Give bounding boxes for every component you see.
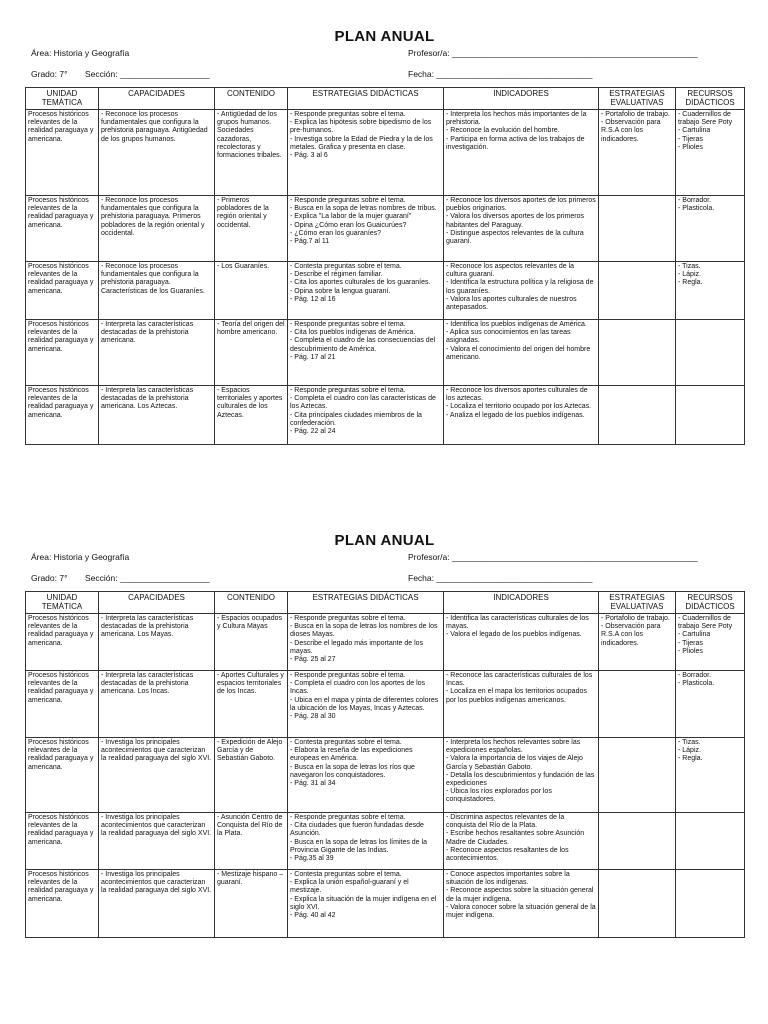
cell-line: - Borrador. (678, 672, 712, 679)
area-label: Área: Historia y Geografía (31, 552, 130, 562)
cell-evaluativas (599, 614, 676, 671)
cell-line: - Discrimina aspectos relevantes de la conquista del Río de la Plata. (446, 814, 565, 830)
cell-capacidades: - Interpreta las características destacadas de la prehistoria americana. (99, 320, 215, 386)
header-unidad: UNIDAD TEMÁTICA (26, 592, 99, 614)
cell-estrategias (288, 738, 444, 813)
meta-row-area (25, 48, 744, 62)
cell-line: - Interpreta los hechos relevantes sobre las expediciones españolas. (446, 739, 581, 755)
cell-line: - Ubica los ríos explorados por los conquistadores. (446, 788, 552, 804)
cell-capacidades: - Investiga los principales acontecimientos que caracterizan la realidad paraguaya del siglo XVI. (99, 813, 215, 870)
header-estrategias: ESTRATEGIAS DIDÁCTICAS (288, 592, 444, 614)
cell-unidad: Procesos históricos relevantes de la realidad paraguaya y americana. (26, 671, 99, 738)
cell-evaluativas (599, 870, 676, 938)
cell-line: - Responde preguntas sobre el tema. (290, 197, 406, 204)
table-row (26, 262, 745, 320)
cell-recursos (676, 813, 745, 870)
cell-recursos (676, 386, 745, 445)
cell-line: - Tijeras (678, 135, 703, 143)
teacher-label: Profesor/a: ____________________________________________________ (408, 552, 698, 562)
cell-line: - Explica las hipótesis sobre bipedismo de los pre-humanos. (290, 119, 432, 135)
cell-capacidades: - Reconoce los procesos fundamentales que configura la prehistoria paraguaya. Características de los Guaraníes. (99, 262, 215, 320)
cell-contenido: - Antigüedad de los grupos humanos. Sociedades cazadoras, recolectoras y formaciones tribales. (215, 110, 288, 196)
cell-line: - Portafolio de trabajo. (601, 615, 670, 622)
cell-line: - Reconoce aspectos sobre la situación general de la mujer indígena. (446, 887, 594, 903)
cell-contenido: - Aportes Culturales y espacios territoriales de los Incas. (215, 671, 288, 738)
cell-line: - Completa el cuadro de las consecuencias del descubrimiento de América. (290, 337, 436, 353)
cell-capacidades: - Interpreta las características destacadas de la prehistoria americana. Los Aztecas. (99, 386, 215, 445)
plan-table (25, 87, 745, 445)
cell-unidad: Procesos históricos relevantes de la realidad paraguaya y americana. (26, 738, 99, 813)
cell-contenido: - Mestizaje hispano – guaraní. (215, 870, 288, 938)
cell-indicadores (444, 262, 599, 320)
table-row (26, 738, 745, 813)
plan-table (25, 591, 745, 938)
cell-recursos (676, 870, 745, 938)
cell-line: - Valora conocer sobre la situación general de la mujer indígena. (446, 903, 596, 920)
cell-capacidades: - Reconoce los procesos fundamentales que configura la prehistoria paraguaya. Primeros pobladores de la región oriental y occidental. (99, 196, 215, 262)
cell-contenido: - Espacios territoriales y aportes culturales de los Aztecas. (215, 386, 288, 445)
page-title: PLAN ANUAL (334, 28, 435, 45)
table-row (26, 813, 745, 870)
cell-unidad: Procesos históricos relevantes de la realidad paraguaya y americana. (26, 614, 99, 671)
cell-capacidades: - Investiga los principales acontecimientos que caracterizan la realidad paraguaya del siglo XVI. (99, 738, 215, 813)
cell-line: - Localiza el territorio ocupado por los Aztecas. (446, 403, 592, 411)
cell-line: - Identifica los pueblos indígenas de América. (446, 321, 587, 328)
cell-line: - ¿Cómo eran los guaraníes? (290, 229, 382, 237)
cell-line: - Observación para R.S.A con los indicadores. (601, 119, 661, 143)
cell-estrategias (288, 671, 444, 738)
cell-line: - Borrador. (678, 197, 712, 204)
cell-line: - Completa el cuadro con las características de los Aztecas. (290, 395, 436, 411)
cell-estrategias (288, 110, 444, 196)
cell-line: - Cita los pueblos indígenas de América. (290, 329, 416, 337)
cell-recursos (676, 110, 745, 196)
cell-line: - Cartulina (678, 631, 711, 639)
header-evaluativas: ESTRATEGIAS EVALUATIVAS (599, 592, 676, 614)
cell-indicadores (444, 813, 599, 870)
cell-line: - Cuadernillos de trabajo Sere Poty (678, 615, 733, 631)
cell-line: - Pág.35 al 39 (290, 855, 334, 863)
cell-line: - Pág. 3 al 6 (290, 152, 328, 160)
cell-line: - Regla. (678, 755, 703, 763)
cell-evaluativas (599, 386, 676, 445)
cell-evaluativas (599, 196, 676, 262)
cell-estrategias (288, 196, 444, 262)
meta-row-area (25, 552, 744, 566)
cell-line: - Reconoce la evolución del hombre. (446, 127, 560, 135)
cell-line: - Cartulina (678, 127, 711, 135)
cell-contenido: - Espacios ocupados y Cultura Mayas (215, 614, 288, 671)
cell-indicadores (444, 870, 599, 938)
header-contenido: CONTENIDO (215, 88, 288, 110)
cell-line: - Responde preguntas sobre el tema. (290, 814, 406, 821)
grade-label: Grado: 7° (31, 573, 68, 583)
table-row (26, 110, 745, 196)
cell-line: - Explica la unión español-guaraní y el mestizaje. (290, 879, 409, 895)
cell-line: - Cuadernillos de trabajo Sere Poty (678, 111, 733, 127)
cell-line: - Plioles (678, 143, 703, 151)
cell-line: - Responde preguntas sobre el tema. (290, 672, 406, 679)
cell-line: - Valora los aportes culturales de nuestros antepasados. (446, 295, 577, 312)
cell-contenido: - Expedición de Alejo García y de Sebastián Gaboto. (215, 738, 288, 813)
cell-estrategias (288, 813, 444, 870)
table-header-row (26, 88, 745, 110)
header-indicadores: INDICADORES (444, 88, 599, 110)
cell-line: - Distingue aspectos relevantes de la cultura guaraní. (446, 229, 584, 246)
cell-line: - Identifica la estructura política y la religiosa de los guaraníes. (446, 279, 594, 295)
cell-line: - Analiza el legado de los pueblos indígenas. (446, 411, 585, 419)
teacher-label: Profesor/a: ____________________________________________________ (408, 48, 698, 58)
header-unidad: UNIDAD TEMÁTICA (26, 88, 99, 110)
table-row (26, 320, 745, 386)
cell-line: - Describe el régimen familiar. (290, 271, 383, 279)
cell-recursos (676, 738, 745, 813)
cell-evaluativas (599, 738, 676, 813)
cell-line: - Valora el legado de los pueblos indígenas. (446, 631, 582, 639)
cell-unidad: Procesos históricos relevantes de la realidad paraguaya y americana. (26, 262, 99, 320)
cell-line: - Valora la importancia de los viajes de Alejo García y Sebastián Gaboto. (446, 755, 583, 771)
cell-line: - Reconoce aspectos resaltantes de los acontecimientos. (446, 846, 569, 863)
cell-unidad: Procesos históricos relevantes de la realidad paraguaya y americana. (26, 870, 99, 938)
cell-line: - Responde preguntas sobre el tema. (290, 615, 406, 622)
meta-row-grade (25, 573, 744, 587)
cell-line: - Reconoce los diversos aportes culturales de los aztecas. (446, 387, 588, 403)
header-capacidades: CAPACIDADES (99, 88, 215, 110)
cell-recursos (676, 614, 745, 671)
date-label: Fecha: _________________________________ (408, 69, 593, 79)
table-row (26, 614, 745, 671)
cell-line: - Responde preguntas sobre el tema. (290, 387, 406, 394)
plan-sheet-1 (25, 29, 744, 445)
cell-line: - Pág. 40 al 42 (290, 912, 336, 920)
page-title: PLAN ANUAL (334, 532, 435, 549)
table-row (26, 386, 745, 445)
table-row (26, 671, 745, 738)
cell-indicadores (444, 320, 599, 386)
cell-evaluativas (599, 262, 676, 320)
cell-line: - Reconoce los diversos aportes de los primeros pueblos originarios. (446, 197, 596, 213)
cell-line: - Contesta preguntas sobre el tema. (290, 263, 402, 270)
cell-line: - Ubica en el mapa y pinta de diferentes colores la ubicación de los Mayas, Incas y Aztecas. (290, 696, 439, 712)
section-label: Sección: ___________________ (85, 69, 210, 79)
cell-contenido: - Teoría del origen del hombre americano. (215, 320, 288, 386)
cell-indicadores (444, 110, 599, 196)
cell-line: - Pág. 22 al 24 (290, 428, 336, 436)
cell-line: - Tizas. (678, 263, 701, 270)
header-contenido: CONTENIDO (215, 592, 288, 614)
cell-line: - Lápiz. (678, 747, 701, 755)
cell-estrategias (288, 870, 444, 938)
cell-line: - Contesta preguntas sobre el tema. (290, 871, 402, 878)
cell-evaluativas (599, 671, 676, 738)
cell-line: - Busca en la sopa de letras los nombres de los dioses Mayas. (290, 623, 438, 639)
cell-line: - Pág. 25 al 27 (290, 656, 336, 664)
cell-capacidades: - Investiga los principales acontecimientos que caracterizan la realidad paraguaya del siglo XVI. (99, 870, 215, 938)
cell-evaluativas (599, 320, 676, 386)
cell-line: - Pág. 17 al 21 (290, 353, 336, 361)
cell-unidad: Procesos históricos relevantes de la realidad paraguaya y americana. (26, 196, 99, 262)
cell-contenido: - Los Guaraníes. (215, 262, 288, 320)
cell-line: - Describe el legado más importante de los mayas. (290, 639, 424, 655)
cell-indicadores (444, 614, 599, 671)
cell-line: - Tizas. (678, 739, 701, 746)
cell-line: - Busca en la sopa de letras nombres de tribus. (290, 205, 437, 213)
cell-line: - Contesta preguntas sobre el tema. (290, 739, 402, 746)
cell-line: - Elabora la reseña de las expediciones europeas en América. (290, 747, 413, 763)
cell-line: - Explica "La labor de la mujer guaraní" (290, 213, 412, 221)
cell-line: - Observación para R.S.A con los indicadores. (601, 623, 661, 647)
cell-indicadores (444, 196, 599, 262)
cell-line: - Busca en la sopa de letras los ríos que navegaron los conquistadores. (290, 763, 415, 779)
cell-unidad: Procesos históricos relevantes de la realidad paraguaya y americana. (26, 320, 99, 386)
date-label: Fecha: _________________________________ (408, 573, 593, 583)
header-recursos: RECURSOS DIDÁCTICOS (676, 592, 745, 614)
cell-line: - Portafolio de trabajo. (601, 111, 670, 118)
cell-capacidades: - Interpreta las características destacadas de la prehistoria americana. Los Incas. (99, 671, 215, 738)
cell-line: - Participa en forma activa de los trabajos de investigación. (446, 135, 585, 151)
cell-line: - Regla. (678, 279, 703, 287)
cell-line: - Pág. 28 al 30 (290, 713, 336, 721)
cell-capacidades: - Interpreta las características destacadas de la prehistoria americana. Los Mayas. (99, 614, 215, 671)
header-indicadores: INDICADORES (444, 592, 599, 614)
cell-contenido: - Asunción Centro de Conquista del Río de la Plata. (215, 813, 288, 870)
cell-line: - Tijeras (678, 639, 703, 647)
cell-line: - Interpreta los hechos más importantes de la prehistoria. (446, 111, 587, 127)
cell-recursos (676, 262, 745, 320)
cell-line: - Identifica las características culturales de los mayas. (446, 615, 589, 631)
cell-line: - Cita principales ciudades miembros de la confederación. (290, 411, 422, 427)
cell-estrategias (288, 614, 444, 671)
cell-line: - Cita los aportes culturales de los guaraníes. (290, 279, 431, 287)
cell-line: - Explica la situación de la mujer indígena en el siglo XVI. (290, 895, 437, 911)
cell-line: - Reconoce los aspectos relevantes de la cultura guaraní. (446, 263, 575, 279)
cell-contenido: - Primeros pobladores de la región oriental y occidental. (215, 196, 288, 262)
cell-line: - Completa el cuadro con los aportes de los Incas. (290, 680, 426, 696)
cell-recursos (676, 671, 745, 738)
cell-unidad: Procesos históricos relevantes de la realidad paraguaya y americana. (26, 110, 99, 196)
cell-line: - Lápiz. (678, 271, 701, 279)
cell-line: - Opina ¿Cómo eran los Guaicurúes? (290, 221, 407, 229)
header-estrategias: ESTRATEGIAS DIDÁCTICAS (288, 88, 444, 110)
cell-line: - Localiza en el mapa los territorios ocupados por los pueblos indígenas americanos. (446, 688, 587, 704)
cell-unidad: Procesos históricos relevantes de la realidad paraguaya y americana. (26, 386, 99, 445)
cell-line: - Valora los diversos aportes de los primeros habitantes del Paraguay. (446, 213, 584, 229)
cell-estrategias (288, 386, 444, 445)
cell-unidad: Procesos históricos relevantes de la realidad paraguaya y americana. (26, 813, 99, 870)
cell-line: - Opina sobre la lengua guaraní. (290, 287, 391, 295)
cell-estrategias (288, 262, 444, 320)
cell-recursos (676, 320, 745, 386)
table-row (26, 196, 745, 262)
cell-line: - Pág.7 al 11 (290, 238, 330, 246)
cell-line: - Pág. 31 al 34 (290, 780, 336, 788)
cell-indicadores (444, 738, 599, 813)
cell-line: - Investiga sobre la Edad de Piedra y la de los metales. Grafica y presenta en clase. (290, 135, 433, 151)
cell-indicadores (444, 386, 599, 445)
grade-label: Grado: 7° (31, 69, 68, 79)
header-recursos: RECURSOS DIDÁCTICOS (676, 88, 745, 110)
cell-line: - Plasticola. (678, 680, 715, 688)
area-label: Área: Historia y Geografía (31, 48, 130, 58)
section-label: Sección: ___________________ (85, 573, 210, 583)
cell-line: - Escribe hechos resaltantes sobre Asunción Madre de Ciudades. (446, 830, 585, 846)
plan-sheet-2 (25, 533, 744, 938)
cell-line: - Responde preguntas sobre el tema. (290, 111, 406, 118)
table-header-row (26, 592, 745, 614)
cell-line: - Conoce aspectos importantes sobre la situación de los indígenas. (446, 871, 570, 887)
cell-evaluativas (599, 110, 676, 196)
header-capacidades: CAPACIDADES (99, 592, 215, 614)
cell-line: - Aplica sus conocimientos en las tareas asignadas. (446, 329, 571, 345)
cell-line: - Valora el conocimiento del origen del hombre americano. (446, 345, 591, 361)
cell-line: - Plioles (678, 647, 703, 655)
cell-indicadores (444, 671, 599, 738)
cell-line: - Responde preguntas sobre el tema. (290, 321, 406, 328)
cell-capacidades: - Reconoce los procesos fundamentales que configura la prehistoria paraguaya. Antigüedad de los grupos humanos. (99, 110, 215, 196)
cell-line: - Reconoce las características culturales de los Incas. (446, 672, 593, 688)
cell-evaluativas (599, 813, 676, 870)
table-row (26, 870, 745, 938)
cell-line: - Detalla los descubrimientos y fundación de las expediciones (446, 771, 595, 788)
cell-line: - Busca en la sopa de letras los límites de la Provincia Gigante de las Indias. (290, 838, 427, 854)
cell-recursos (676, 196, 745, 262)
header-evaluativas: ESTRATEGIAS EVALUATIVAS (599, 88, 676, 110)
cell-line: - Pág. 12 al 16 (290, 295, 336, 303)
cell-estrategias (288, 320, 444, 386)
cell-line: - Plasticola. (678, 205, 715, 213)
cell-line: - Cita ciudades que fueron fundadas desde Asunción. (290, 822, 424, 838)
meta-row-grade (25, 69, 744, 83)
